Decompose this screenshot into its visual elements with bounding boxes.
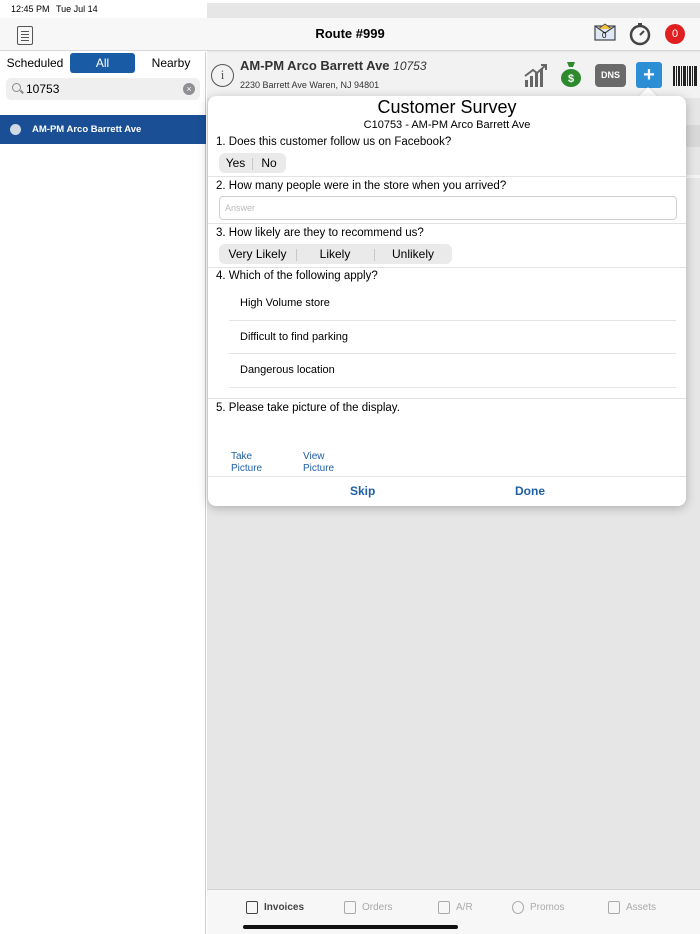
question-5: 5. Please take picture of the display. bbox=[216, 402, 400, 414]
tab-orders[interactable] bbox=[344, 901, 393, 914]
customer-list-pane bbox=[0, 52, 206, 934]
status-bar bbox=[0, 0, 700, 18]
barcode-icon[interactable] bbox=[672, 64, 698, 88]
list-item[interactable] bbox=[0, 115, 206, 144]
option-unlikely[interactable]: Unlikely bbox=[374, 247, 452, 261]
segment-nearby[interactable]: Nearby bbox=[151, 56, 191, 70]
search-icon bbox=[12, 83, 21, 92]
survey-subtitle: C10753 - AM-PM Arco Barrett Ave bbox=[363, 119, 531, 131]
background-row bbox=[685, 125, 700, 147]
mail-icon[interactable] bbox=[594, 23, 616, 41]
tab-label: Promos bbox=[530, 902, 565, 913]
alert-badge[interactable]: 0 bbox=[665, 24, 685, 44]
customer-number: 10753 bbox=[393, 59, 427, 73]
svg-text:$: $ bbox=[567, 73, 575, 85]
divider bbox=[229, 353, 676, 354]
done-button[interactable]: Done bbox=[515, 484, 545, 498]
view-picture-line2: Picture bbox=[303, 463, 335, 474]
status-time: 12:45 PM bbox=[11, 4, 50, 14]
view-picture-button[interactable] bbox=[303, 451, 334, 475]
take-picture-line1: Take bbox=[231, 451, 253, 462]
facebook-segmented-control bbox=[219, 153, 286, 173]
skip-button[interactable]: Skip bbox=[350, 484, 376, 498]
take-picture-line2: Picture bbox=[231, 463, 263, 474]
question-4: 4. Which of the following apply? bbox=[216, 270, 378, 282]
tab-label: Assets bbox=[626, 902, 657, 913]
customer-address: 2230 Barrett Ave Waren, NJ 94801 bbox=[240, 80, 380, 90]
divider bbox=[208, 476, 686, 477]
tab-label: Orders bbox=[362, 902, 393, 913]
search-input[interactable] bbox=[26, 80, 176, 98]
question-3: 3. How likely are they to recommend us? bbox=[216, 227, 424, 239]
customer-survey-popover bbox=[208, 96, 686, 506]
status-date: Tue Jul 14 bbox=[56, 4, 98, 14]
tab-label: A/R bbox=[456, 902, 473, 913]
take-picture-button[interactable] bbox=[231, 451, 262, 475]
ar-icon bbox=[438, 901, 450, 914]
divider bbox=[229, 387, 676, 388]
info-icon[interactable]: i bbox=[211, 64, 234, 87]
page-title: Route #999 bbox=[315, 26, 385, 41]
option-difficult-parking[interactable]: Difficult to find parking bbox=[240, 331, 349, 343]
answer-field bbox=[219, 196, 677, 220]
tab-promos[interactable] bbox=[512, 901, 564, 914]
background-row bbox=[685, 175, 700, 178]
option-likely[interactable]: Likely bbox=[296, 247, 374, 261]
money-bag-icon[interactable] bbox=[559, 60, 583, 88]
recommend-segmented-control bbox=[219, 244, 452, 264]
option-very-likely[interactable]: Very Likely bbox=[228, 247, 287, 261]
customer-title-name: AM-PM Arco Barrett Ave bbox=[240, 58, 390, 73]
divider bbox=[208, 223, 686, 224]
answer-input[interactable] bbox=[220, 197, 676, 219]
clipboard-icon bbox=[608, 901, 620, 914]
segment-all[interactable]: All bbox=[70, 53, 135, 73]
customer-status-icon bbox=[10, 124, 21, 135]
option-dangerous-location[interactable]: Dangerous location bbox=[240, 364, 335, 376]
tab-assets[interactable] bbox=[608, 901, 656, 914]
search-bar bbox=[6, 78, 200, 100]
option-yes[interactable]: Yes bbox=[225, 156, 246, 170]
customer-header bbox=[207, 52, 700, 98]
nav-bar bbox=[0, 18, 700, 51]
home-indicator[interactable] bbox=[243, 925, 458, 929]
pencil-icon bbox=[344, 901, 356, 914]
tab-invoices[interactable] bbox=[246, 901, 304, 914]
question-2: 2. How many people were in the store when you arrived? bbox=[216, 180, 507, 192]
divider bbox=[208, 398, 686, 399]
promo-icon bbox=[512, 901, 524, 914]
view-picture-line1: View bbox=[303, 451, 325, 462]
filter-segmented-control bbox=[0, 52, 206, 74]
clear-search-icon[interactable]: × bbox=[183, 83, 195, 95]
question-1: 1. Does this customer follow us on Facebook? bbox=[216, 136, 452, 148]
mail-count: 0 bbox=[602, 31, 607, 40]
survey-button[interactable]: + bbox=[636, 62, 662, 88]
tab-label: Invoices bbox=[264, 902, 305, 913]
divider bbox=[208, 267, 686, 268]
invoice-icon bbox=[246, 901, 258, 914]
tab-ar[interactable] bbox=[438, 901, 473, 914]
survey-title: Customer Survey bbox=[377, 97, 517, 117]
divider bbox=[229, 320, 676, 321]
sales-chart-icon[interactable] bbox=[523, 62, 549, 88]
customer-name: AM-PM Arco Barrett Ave bbox=[32, 124, 142, 135]
divider bbox=[208, 176, 686, 177]
segment-scheduled[interactable]: Scheduled bbox=[6, 56, 64, 70]
option-high-volume[interactable]: High Volume store bbox=[240, 297, 330, 309]
option-no[interactable]: No bbox=[252, 156, 286, 170]
stopwatch-icon[interactable] bbox=[628, 22, 652, 46]
dns-button[interactable]: DNS bbox=[595, 64, 626, 87]
customer-title bbox=[240, 58, 427, 73]
